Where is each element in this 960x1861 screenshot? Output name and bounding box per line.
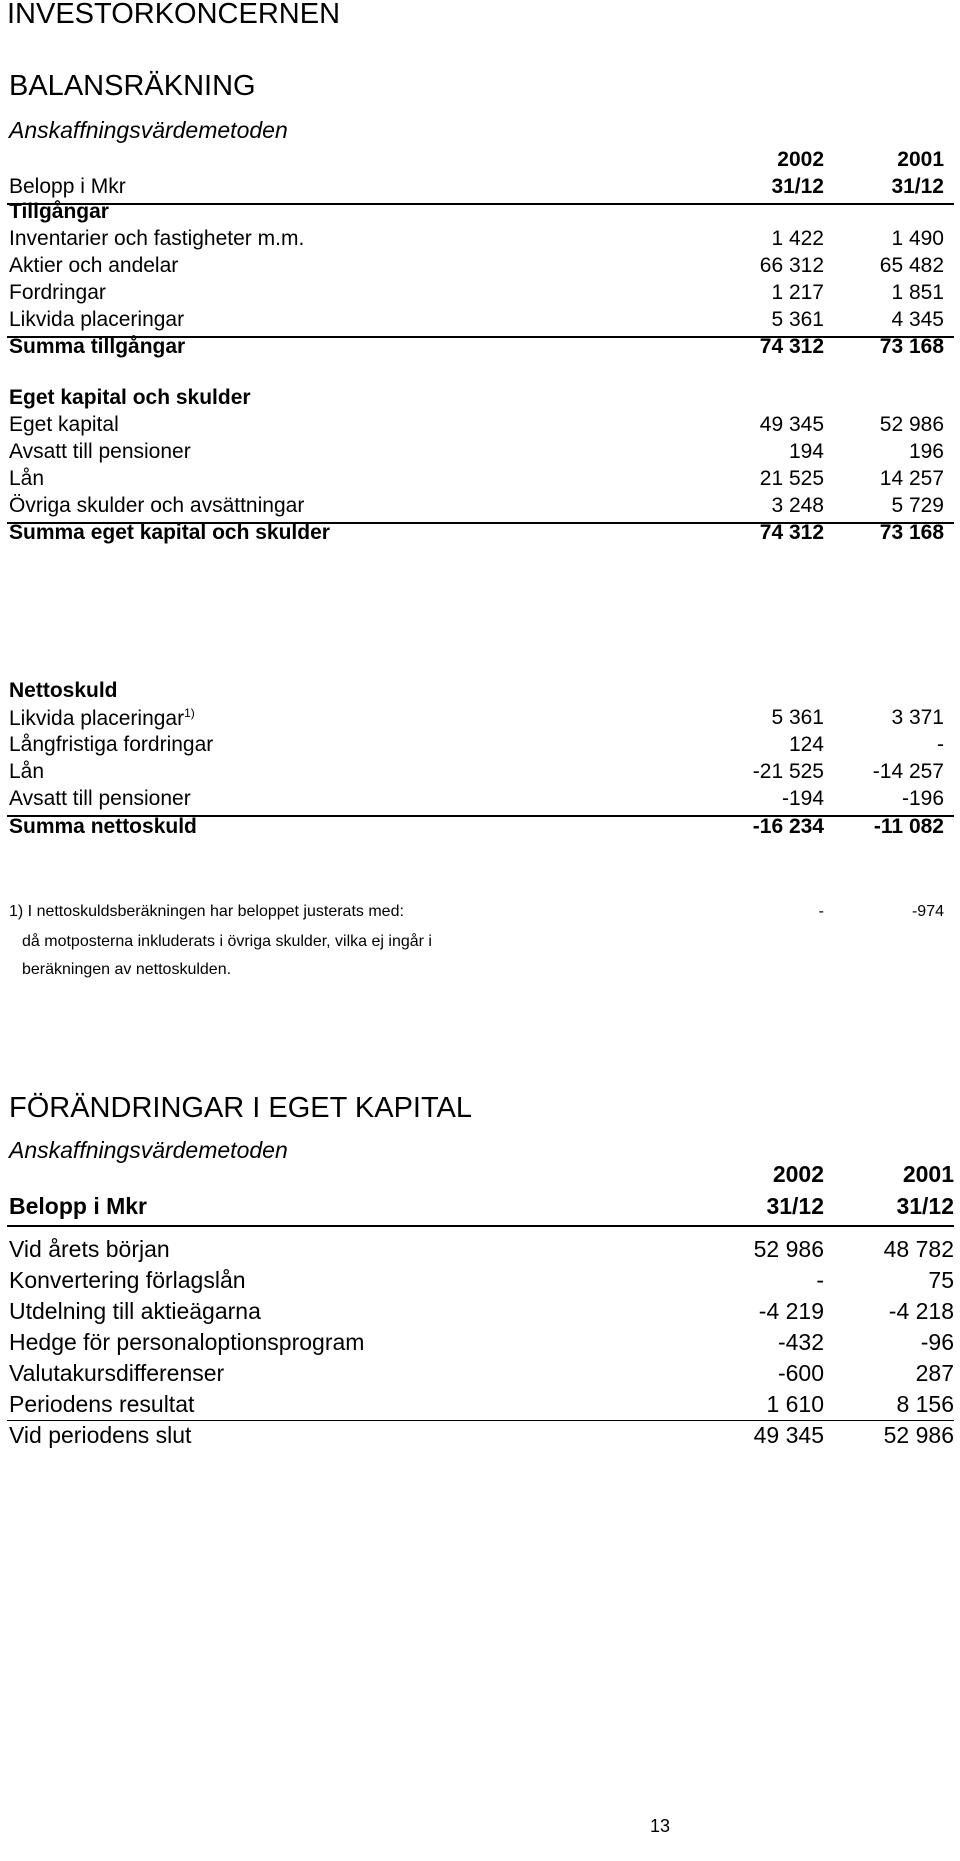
table-row-label: Konvertering förlagslån xyxy=(9,1267,246,1293)
table-cell-2001: -196 xyxy=(901,787,944,810)
table-cell-2001: -96 xyxy=(920,1329,954,1355)
table-cell-2002: -432 xyxy=(777,1329,824,1355)
table-cell-2002: 124 xyxy=(788,733,824,756)
liabilities-total-2001: 73 168 xyxy=(879,521,944,544)
footnote-line: då motposterna inkluderats i övriga skulder, vilka ej ingår i xyxy=(22,933,432,950)
table-row-label: Likvida placeringar$^{1)}$ xyxy=(9,706,195,730)
table-cell-2001: 65 482 xyxy=(879,254,944,277)
company-name: INVESTORKONCERNEN xyxy=(7,0,341,30)
footnote-marker: 1) xyxy=(184,706,195,720)
assets-total-label: Summa tillgångar xyxy=(9,335,186,358)
table-cell-2001: 52 986 xyxy=(883,1422,954,1448)
footnote-line: 1) I nettoskuldsberäkningen har beloppet justerats med: xyxy=(9,903,404,920)
page-number: 13 xyxy=(650,1816,671,1836)
table-row-label: Valutakursdifferenser xyxy=(9,1360,225,1386)
equity-date-2002: 31/12 xyxy=(766,1193,824,1219)
table-row-label: Utdelning till aktieägarna xyxy=(9,1298,261,1324)
table-cell-2002: 5 361 xyxy=(771,706,824,729)
table-cell-2002: -21 525 xyxy=(752,760,824,783)
table-cell-2002: 5 361 xyxy=(771,308,824,331)
balance-title: BALANSRÄKNING xyxy=(9,70,256,102)
liabilities-heading: Eget kapital och skulder xyxy=(9,386,251,409)
table-cell-2002: - xyxy=(816,1267,824,1293)
table-cell-2001: 3 371 xyxy=(891,706,944,729)
table-cell-2001: 196 xyxy=(908,440,944,463)
equity-date-2001: 31/12 xyxy=(896,1193,954,1219)
table-cell-2002: 1 610 xyxy=(766,1391,824,1417)
table-row-label: Avsatt till pensioner xyxy=(9,787,191,810)
table-cell-2002: 49 345 xyxy=(753,1422,824,1448)
table-cell-2002: 1 422 xyxy=(771,227,824,250)
table-cell-2002: 3 248 xyxy=(771,494,824,517)
table-row-label: Fordringar xyxy=(9,281,106,304)
divider xyxy=(7,1225,954,1227)
table-cell-2001: 14 257 xyxy=(879,467,944,490)
equity-method: Anskaffningsvärdemetoden xyxy=(9,1137,288,1163)
table-cell-2002: 49 345 xyxy=(759,413,824,436)
netdebt-total-label: Summa nettoskuld xyxy=(9,815,197,838)
table-cell-2001: 52 986 xyxy=(879,413,944,436)
assets-total-2002: 74 312 xyxy=(759,335,824,358)
balance-year-2002: 2002 xyxy=(777,148,824,171)
assets-total-2001: 73 168 xyxy=(879,335,944,358)
table-cell-2002: -194 xyxy=(781,787,824,810)
table-cell-2001: 4 345 xyxy=(891,308,944,331)
table-cell-2001: -4 218 xyxy=(888,1298,954,1324)
table-cell-2001: 5 729 xyxy=(891,494,944,517)
table-cell-2002: 66 312 xyxy=(759,254,824,277)
table-row-label: Hedge för personaloptionsprogram xyxy=(9,1329,365,1355)
table-row-label: Lån xyxy=(9,760,45,783)
table-cell-2002: 21 525 xyxy=(759,467,824,490)
table-row-label: Långfristiga fordringar xyxy=(9,733,214,756)
equity-title: FÖRÄNDRINGAR I EGET KAPITAL xyxy=(9,1092,473,1124)
table-cell-2001: 287 xyxy=(915,1360,954,1386)
table-row-label: Likvida placeringar xyxy=(9,308,185,331)
assets-heading: Tillgångar xyxy=(9,200,109,223)
balance-method: Anskaffningsvärdemetoden xyxy=(9,117,288,143)
table-cell-2001: 8 156 xyxy=(896,1391,954,1417)
balance-date-2001: 31/12 xyxy=(891,175,944,198)
table-cell-2001: 75 xyxy=(928,1267,954,1293)
footnote-value-2002: - xyxy=(818,903,824,920)
equity-amount-label: Belopp i Mkr xyxy=(9,1193,148,1219)
table-row-label: Periodens resultat xyxy=(9,1391,195,1417)
table-cell-2001: 48 782 xyxy=(883,1236,954,1262)
table-cell-2002: 194 xyxy=(788,440,824,463)
footnote-value-2001: -974 xyxy=(911,903,944,920)
table-cell-2001: -14 257 xyxy=(872,760,944,783)
table-cell-2002: 52 986 xyxy=(753,1236,824,1262)
footnote-line: beräkningen av nettoskulden. xyxy=(22,961,232,978)
table-row-label: Inventarier och fastigheter m.m. xyxy=(9,227,305,250)
liabilities-total-label: Summa eget kapital och skulder xyxy=(9,521,330,544)
balance-date-2002: 31/12 xyxy=(771,175,824,198)
table-cell-2001: - xyxy=(937,733,944,756)
table-row-label: Vid periodens slut xyxy=(9,1422,192,1448)
table-row-label: Övriga skulder och avsättningar xyxy=(9,494,305,517)
balance-year-2001: 2001 xyxy=(897,148,944,171)
table-row-label: Eget kapital xyxy=(9,413,119,436)
table-row-label: Aktier och andelar xyxy=(9,254,179,277)
netdebt-total-2002: -16 234 xyxy=(752,815,824,838)
liabilities-total-2002: 74 312 xyxy=(759,521,824,544)
table-cell-2002: -600 xyxy=(777,1360,824,1386)
table-cell-2001: 1 490 xyxy=(891,227,944,250)
divider xyxy=(7,1420,954,1421)
balance-amount-label: Belopp i Mkr xyxy=(9,175,126,198)
table-cell-2001: 1 851 xyxy=(891,281,944,304)
table-row-label: Avsatt till pensioner xyxy=(9,440,191,463)
equity-year-2002: 2002 xyxy=(772,1161,824,1187)
divider xyxy=(7,203,954,205)
netdebt-total-2001: -11 082 xyxy=(873,815,944,838)
netdebt-heading: Nettoskuld xyxy=(9,679,118,702)
equity-year-2001: 2001 xyxy=(902,1161,954,1187)
table-row-label: Lån xyxy=(9,467,45,490)
table-cell-2002: 1 217 xyxy=(771,281,824,304)
table-cell-2002: -4 219 xyxy=(758,1298,824,1324)
table-row-label: Vid årets början xyxy=(9,1236,170,1262)
